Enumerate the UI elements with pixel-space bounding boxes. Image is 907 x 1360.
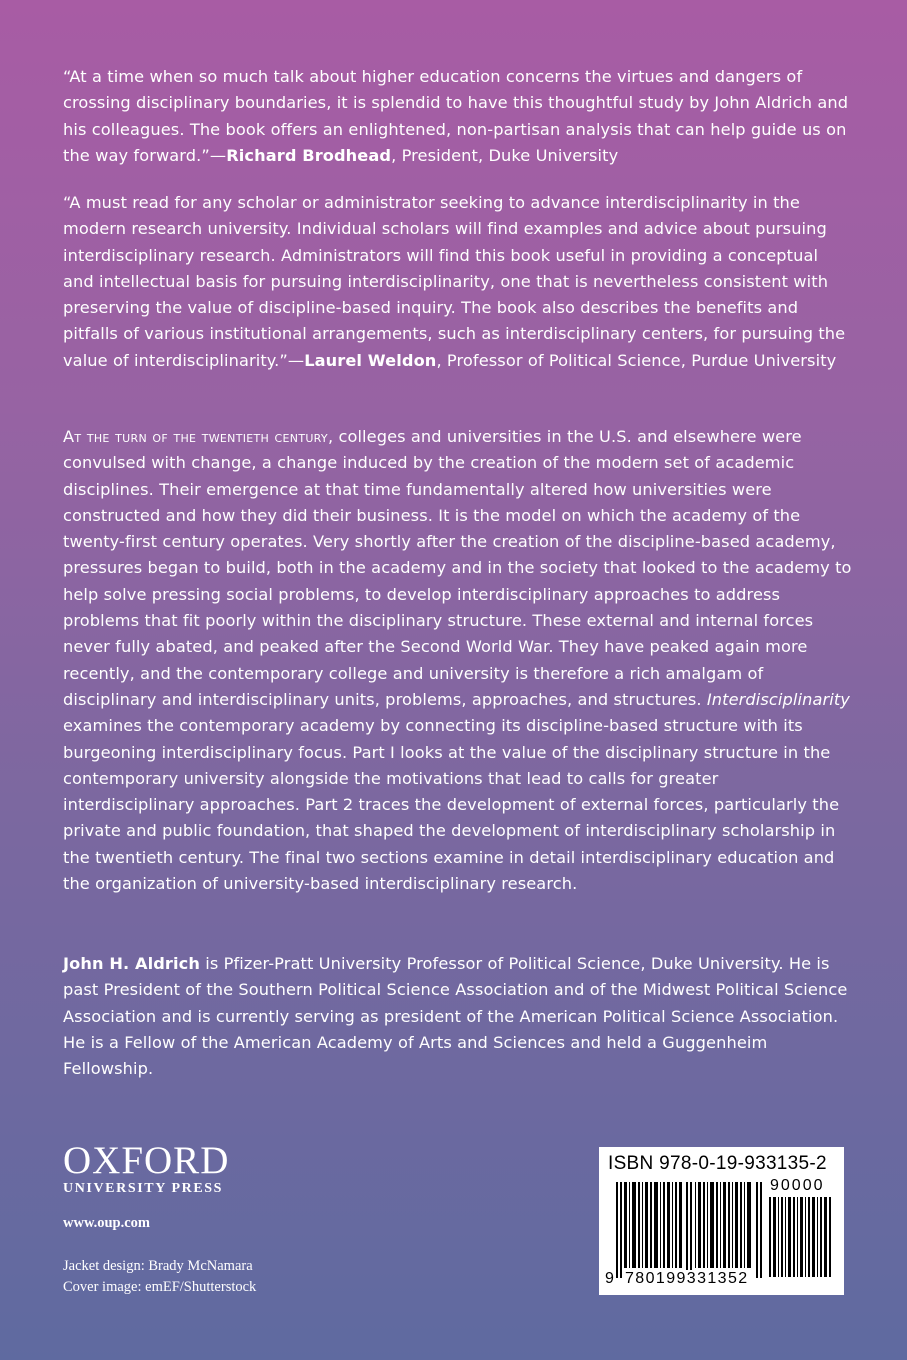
cover-credit: Cover image: emEF/Shutterstock [63,1279,257,1295]
author-bio [63,951,853,1082]
quote-affiliation: , Professor of Political Science, Purdue University [436,350,837,370]
book-description [63,424,853,897]
publisher-url: www.oup.com [63,1215,151,1231]
description-part2: examines the contemporary academy by connecting its discipline-based structure with its burgeoning interdisciplinary focus. Part I looks at the value of the disciplinary structure in the contemporary university alongside the motivations that lead to calls for greater interdisciplinary approaches. Part 2 traces the development of external forces, particularly the private and public foundation, that shaped the development of interdisciplinary scholarship in the twentieth century. The final two sections examine in detail interdisciplinary education and the organization of university-based interdisciplinary research. [63,716,840,894]
quote-author: Richard Brodhead [226,145,392,165]
description-part1: , colleges and universities in the U.S. and elsewhere were convulsed with change, a change induced by the creation of the modern set of academic disciplines. Their emergence at that time fundamentally altered how universities were constructed and how they did their business. It is the model on which the academy of the twenty-first century operates. Very shortly after the creation of the discipline-based academy, pressures began to build, both in the academy and in the society that looked to the academy to help solve pressing social problems, to develop interdisciplinary approaches to address problems that fit poorly within the disciplinary structure. These external and internal forces never fully abated, and peaked after the Second World War. They have peaked again more recently, and the contemporary college and university is therefore a rich amalgam of disciplinary and interdisciplinary units, problems, approaches, and structures. [63,427,852,709]
isbn-barcode [599,1147,844,1295]
book-title-italic: Interdisciplinarity [706,689,850,709]
endorsement-quote-weldon [63,190,853,374]
endorsement-quote-brodhead [63,64,853,169]
author-name: John H. Aldrich [63,954,200,973]
ean-barcode-bars [616,1182,764,1278]
author-bio-text: is Pfizer-Pratt University Professor of Political Science, Duke University. He is past President of the Southern Political Science Association and of the Midwest Political Science Association and is currently serving as president of the American Political Science Association. He is a Fellow of the American Academy of Arts and Sciences and held a Guggenheim Fellowship. [63,954,848,1079]
design-credits [63,1256,256,1298]
quote-author: Laurel Weldon [304,350,437,370]
logo-university-press: UNIVERSITY PRESS [63,1181,224,1196]
oxford-logo [63,1139,230,1197]
description-lead: At the turn of the twentieth century [63,427,328,446]
barcode-addon-number: 90000 [770,1177,825,1194]
ean-digits: 780199331352 [625,1270,749,1287]
ean-first-digit: 9 [605,1270,614,1287]
isbn-label: ISBN 978-0-19-933135-2 [608,1153,827,1174]
jacket-credit: Jacket design: Brady McNamara [63,1258,253,1274]
quote-text: “A must read for any scholar or administrator seeking to advance interdisciplinarity in the modern research university. Individual scholars will find examples and advice about pursuing interdisciplinary research. Administrators will find this book useful in providing a conceptual and intellectual basis for pursuing interdisciplinarity, one that is nevertheless consistent with preserving the value of discipline-based inquiry. The book also describes the benefits and pitfalls of various institutional arrangements, such as interdisciplinary centers, for pursuing the value of interdisciplinarity.”— [63,193,846,370]
quote-text: “At a time when so much talk about higher education concerns the virtues and dangers of crossing disciplinary boundaries, it is splendid to have this thoughtful study by John Aldrich and his colleagues. The book offers an enlightened, non-partisan analysis that can help guide us on the way forward.”— [63,67,849,165]
logo-oxford-wordmark: OXFORD [63,1139,230,1182]
quote-affiliation: , President, Duke University [391,145,619,165]
addon-barcode-bars [769,1197,831,1277]
